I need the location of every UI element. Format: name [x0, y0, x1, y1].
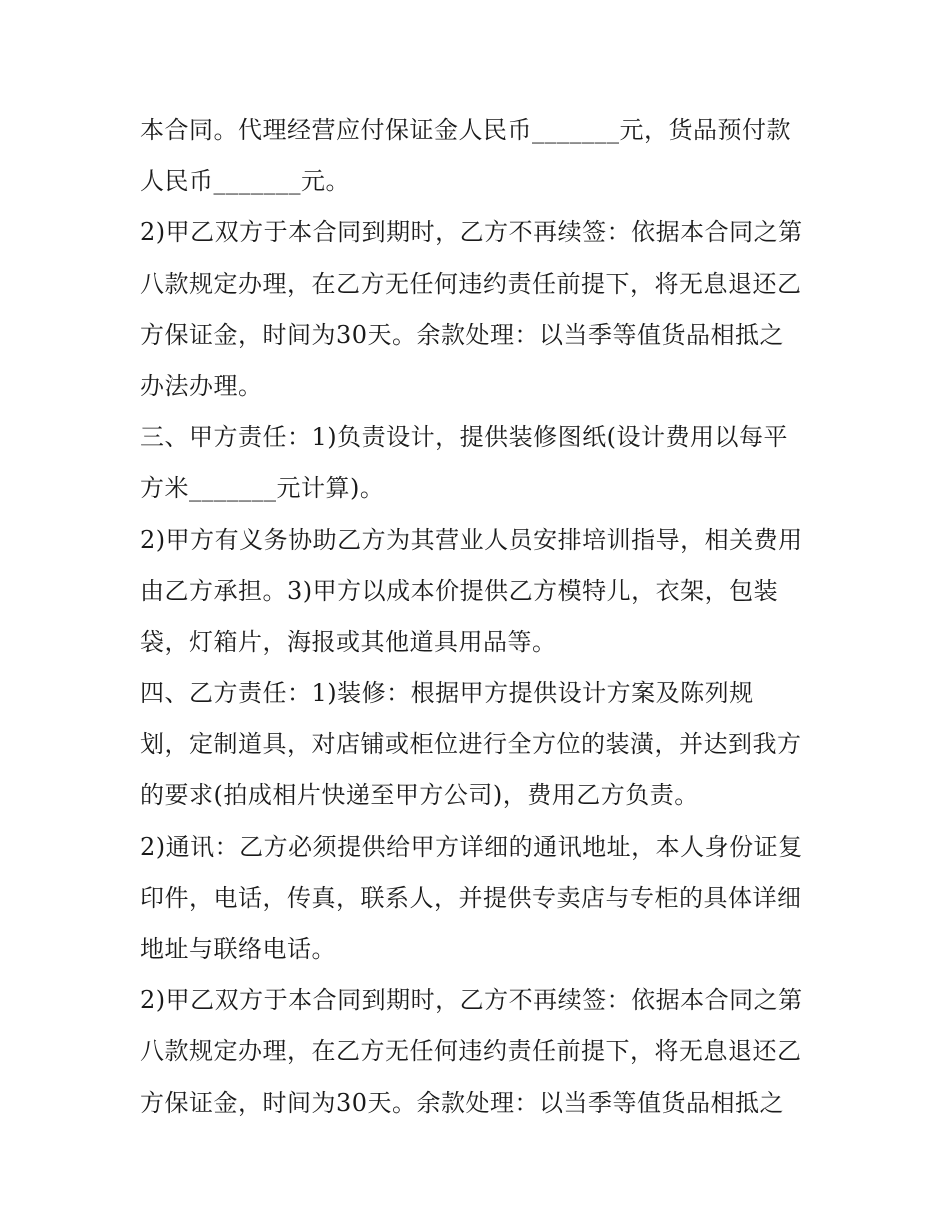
text-line: 八款规定办理，在乙方无任何违约责任前提下，将无息退还乙	[140, 1037, 802, 1066]
text-line: 三、甲方责任：1)负责设计，提供装修图纸(设计费用以每平	[140, 423, 788, 452]
text-line: 方保证金，时间为30天。余款处理：以当季等值货品相抵之	[140, 320, 785, 349]
text-line: 的要求(拍成相片快递至甲方公司)，费用乙方负责。	[140, 781, 699, 810]
text-line: 四、乙方责任：1)装修：根据甲方提供设计方案及陈列规	[140, 679, 754, 708]
text-line: 袋，灯箱片，海报或其他道具用品等。	[140, 627, 557, 656]
text-line: 本合同。代理经营应付保证金人民币_______元，货品预付款	[140, 116, 791, 144]
text-line: 方米_______元计算)。	[140, 474, 385, 503]
text-line: 2)通讯：乙方必须提供给甲方详细的通讯地址，本人身份证复	[140, 832, 803, 861]
text-line: 印件，电话，传真，联系人，并提供专卖店与专柜的具体详细	[140, 883, 802, 912]
text-line: 由乙方承担。3)甲方以成本价提供乙方模特儿，衣架，包装	[140, 576, 779, 605]
text-line: 八款规定办理，在乙方无任何违约责任前提下，将无息退还乙	[140, 269, 802, 298]
text-line: 人民币_______元。	[140, 167, 350, 196]
text-line: 2)甲乙双方于本合同到期时，乙方不再续签：依据本合同之第	[140, 986, 803, 1015]
document-body	[140, 105, 830, 1129]
text-line: 地址与联络电话。	[140, 935, 336, 963]
text-line: 2)甲乙双方于本合同到期时，乙方不再续签：依据本合同之第	[140, 218, 803, 247]
text-line: 办法办理。	[140, 371, 263, 400]
text-line: 2)甲方有义务协助乙方为其营业人员安排培训指导，相关费用	[140, 525, 803, 554]
text-line: 划，定制道具，对店铺或柜位进行全方位的装潢，并达到我方	[140, 730, 802, 759]
text-line: 方保证金，时间为30天。余款处理：以当季等值货品相抵之	[140, 1088, 785, 1117]
